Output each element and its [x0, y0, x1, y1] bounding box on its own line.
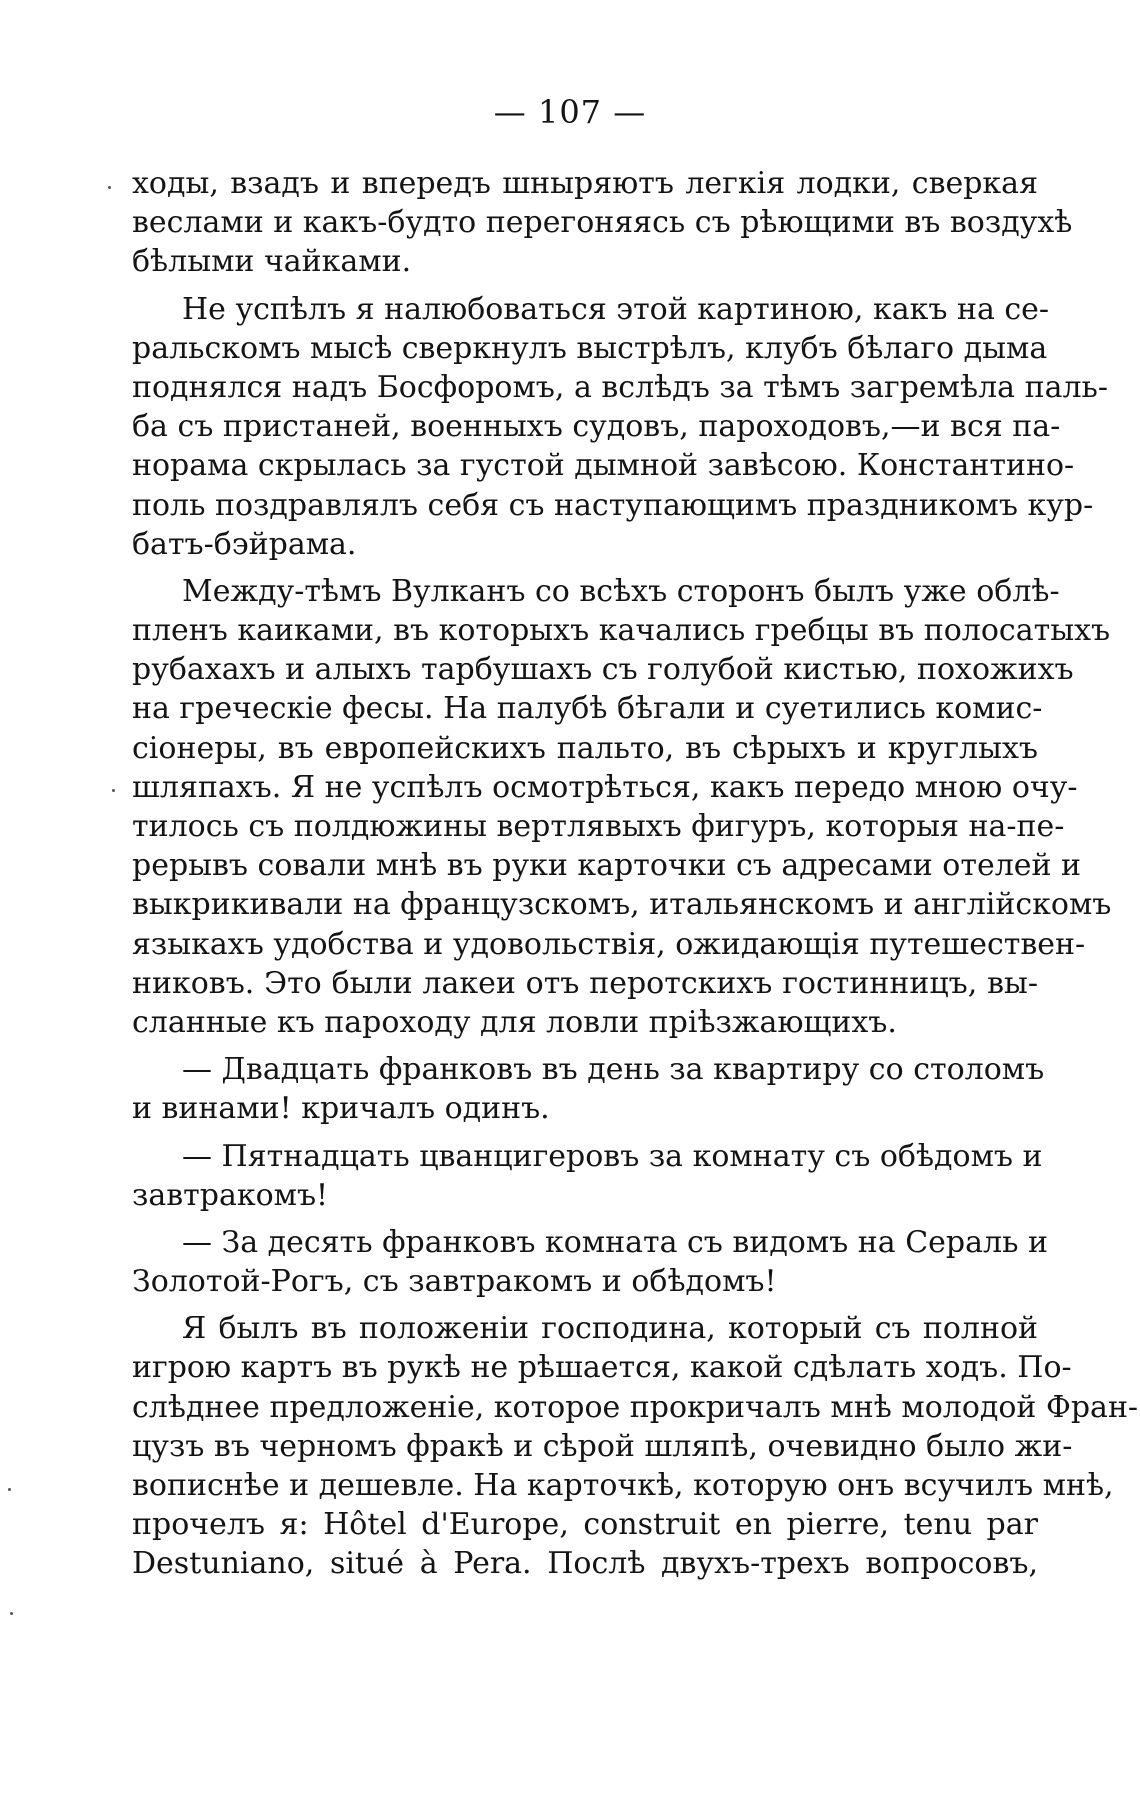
scan-speck — [112, 789, 115, 792]
page-number: — 107 — — [493, 93, 647, 131]
scan-speck — [10, 1612, 13, 1615]
text-line: ба съ пристаней, военныхъ судовъ, пароходовъ,—и вся па- — [132, 409, 1061, 445]
text-line: слѣднее предложеніе, которое прокричалъ мнѣ молодой Фран- — [132, 1389, 1139, 1425]
scan-speck — [108, 186, 111, 189]
paragraph — [132, 1223, 1048, 1301]
text-line: веслами и какъ-будто перегоняясь съ рѣющими въ воздухѣ — [132, 205, 1073, 241]
text-line: цузъ въ черномъ фракѣ и сѣрой шляпѣ, очевидно было жи- — [132, 1428, 1073, 1464]
text-line: пленъ каиками, въ которыхъ качались гребцы въ полосатыхъ — [132, 613, 1111, 649]
text-line: тилось съ полдюжины вертлявыхъ фигуръ, которыя на-пе- — [132, 809, 1065, 844]
text-line: Между-тѣмъ Вулканъ со всѣхъ сторонъ былъ уже облѣ- — [182, 573, 1060, 609]
paragraph — [132, 1050, 1045, 1128]
scan-speck — [8, 1488, 11, 1491]
text-line: сіонеры, въ европейскихъ пальто, въ сѣрыхъ и круглыхъ — [132, 730, 1038, 766]
text-line: сланные къ пароходу для ловли пріѣзжающихъ. — [132, 1004, 897, 1040]
text-line: поднялся надъ Босфоромъ, а вслѣдъ за тѣмъ загремѣла паль- — [132, 369, 1108, 405]
text-line: никовъ. Это были лакеи отъ перотскихъ гостинницъ, вы- — [132, 965, 1038, 1001]
text-line: — Двадцать франковъ въ день за квартиру со столомъ — [182, 1052, 1045, 1088]
text-line: рерывъ совали мнѣ въ руки карточки съ адресами отелей и — [132, 848, 1082, 884]
text-line: вописнѣе и дешевле. На карточкѣ, которую онъ всучилъ мнѣ, — [132, 1468, 1114, 1503]
text-line: и винами! кричалъ одинъ. — [132, 1091, 550, 1127]
text-line: батъ-бэйрама. — [132, 526, 357, 562]
text-line: выкрикивали на французскомъ, итальянскомъ и англійскомъ — [132, 887, 1112, 923]
paragraph — [132, 164, 1073, 282]
text-line: — За десять франковъ комната съ видомъ на Сераль и — [182, 1224, 1048, 1260]
text-line: рубахахъ и алыхъ тарбушахъ съ голубой кистью, похожихъ — [132, 652, 1074, 688]
text-line: на греческіе фесы. На палубѣ бѣгали и суетились комис- — [132, 691, 1043, 727]
paragraph — [132, 1137, 1043, 1215]
text-line: Золотой-Рогъ, съ завтракомъ и обѣдомъ! — [132, 1264, 777, 1300]
text-line: прочелъ я: Hôtel d'Europe, construit en pierre, tenu par — [132, 1507, 1038, 1543]
text-line: поль поздравлялъ себя съ наступающимъ праздникомъ кур- — [132, 487, 1094, 523]
text-line: норама скрылась за густой дымной завѣсою. Константино- — [132, 448, 1075, 484]
paragraph — [132, 290, 1108, 564]
paragraph — [132, 572, 1112, 1042]
text-line: ходы, взадъ и впередъ шныряютъ легкія лодки, сверкая — [132, 166, 1038, 201]
text-line: языкахъ удобства и удовольствія, ожидающія путешествен- — [132, 926, 1086, 962]
text-line: завтракомъ! — [132, 1177, 329, 1213]
text-line: шляпахъ. Я не успѣлъ осмотрѣться, какъ передо мною очу- — [132, 769, 1078, 805]
paragraph — [132, 1309, 1139, 1583]
text-line: Я былъ въ положеніи господина, который съ полной — [182, 1311, 1038, 1347]
body-text — [132, 164, 1139, 1592]
text-line: — Пятнадцать цванцигеровъ за комнату съ обѣдомъ и — [182, 1138, 1043, 1174]
text-line: бѣлыми чайками. — [132, 244, 412, 280]
text-line: игрою картъ въ рукѣ не рѣшается, какой сдѣлать ходъ. По- — [132, 1350, 1072, 1386]
text-line: Destuniano, situé à Pera. Послѣ двухъ-трехъ вопросовъ, — [132, 1546, 1038, 1582]
text-line: ральскомъ мысѣ сверкнулъ выстрѣлъ, клубъ бѣлаго дыма — [132, 330, 1048, 366]
text-line: Не успѣлъ я налюбоваться этой картиною, какъ на се- — [182, 291, 1050, 327]
